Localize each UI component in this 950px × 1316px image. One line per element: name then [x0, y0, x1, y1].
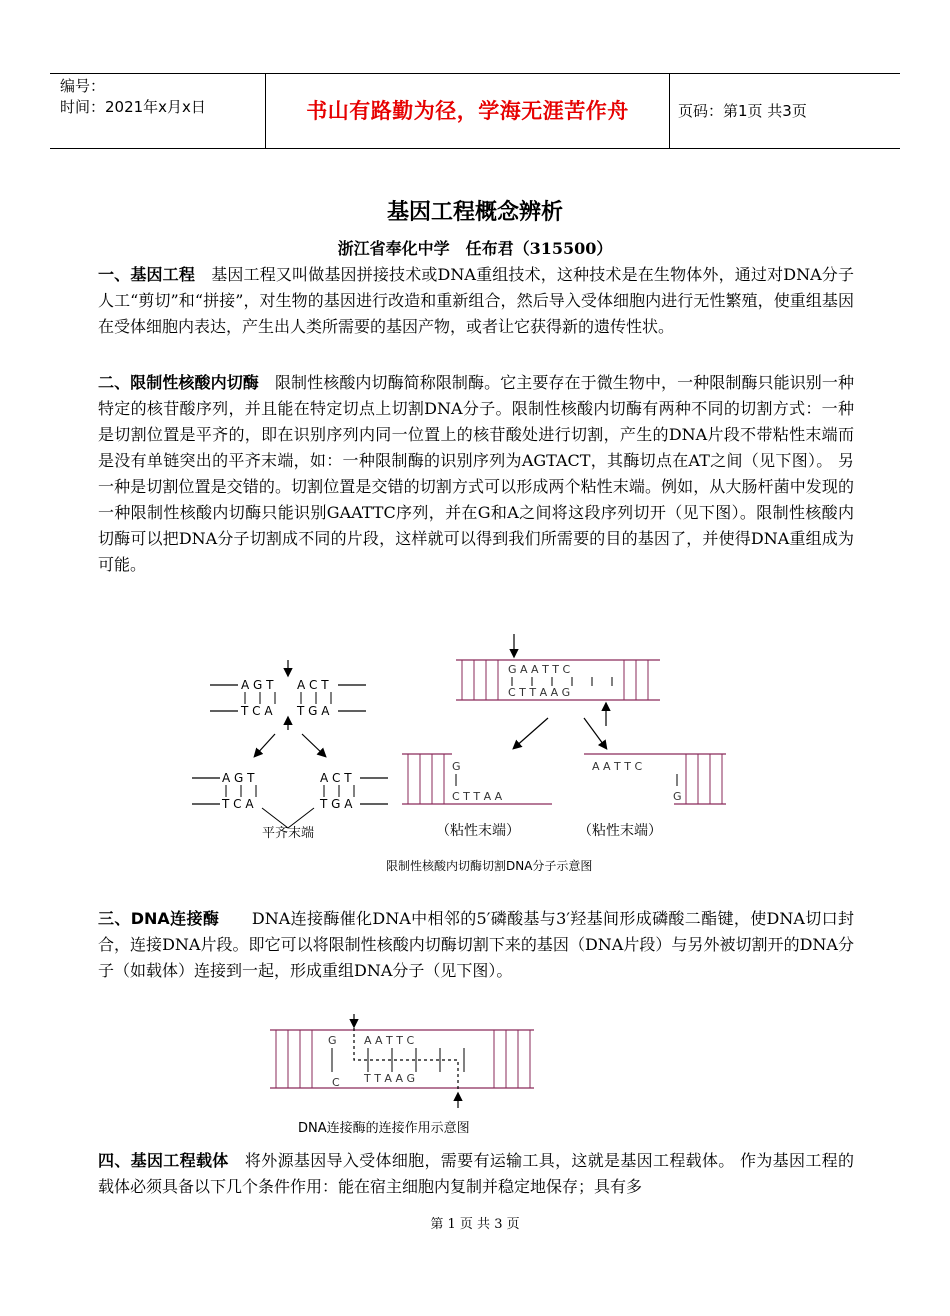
- header-divider: [669, 74, 670, 148]
- header-number: 编号：: [60, 77, 106, 95]
- right-piece-bottom: G: [673, 790, 682, 803]
- result-arrow: [514, 718, 548, 748]
- sticky-bottom-sequence: C T T A A G: [508, 686, 571, 699]
- product-bottom-left: T C A: [222, 797, 254, 811]
- page-footer: 第 1 页 共 3 页: [430, 1217, 520, 1232]
- sticky-end-label-right: （粘性末端）: [578, 823, 662, 839]
- section-heading: 三、DNA连接酶: [98, 909, 220, 928]
- ligase-bottom-left: C: [332, 1076, 340, 1089]
- header-meta: [60, 76, 265, 118]
- document-author: 浙江省奉化中学 任布君（315500）: [337, 239, 613, 258]
- section-heading: 四、基因工程载体: [98, 1151, 229, 1170]
- section-text: 基因工程又叫做基因拼接技术或DNA重组技术，这种技术是在生物体外，通过对DNA分子人工“剪切”和“拼接”，对生物的基因进行改造和重新组合，然后导入受体细胞内进行无性繁殖，使重组基因在受体细胞内表达，产生出人类所需要的基因产物，或者让它获得新的遗传性状。: [98, 265, 854, 336]
- figure1-caption: 限制性核酸内切酶切割DNA分子示意图: [386, 859, 593, 873]
- result-arrow: [302, 734, 325, 756]
- ligase-top-left: G: [328, 1034, 337, 1047]
- section-restriction-enzyme: [98, 370, 854, 578]
- sequence-top-left: A G T: [241, 678, 274, 692]
- left-piece-top: G: [452, 760, 461, 773]
- dna-ligase-diagram: [262, 1010, 552, 1140]
- figure2-caption: DNA连接酶的连接作用示意图: [298, 1121, 470, 1136]
- sequence-bottom-left: T C A: [241, 704, 273, 718]
- sticky-top-sequence: G A A T T C: [508, 663, 571, 676]
- product-bottom-right: T G A: [320, 797, 353, 811]
- sequence-bottom-right: T G A: [297, 704, 330, 718]
- section-heading: 一、基因工程: [98, 265, 196, 284]
- result-arrow: [255, 734, 275, 756]
- blunt-cut-molecule: [192, 660, 388, 841]
- blunt-end-label: 平齐末端: [262, 826, 315, 841]
- document-title: 基因工程概念辨析: [386, 200, 563, 225]
- section-dna-ligase: [98, 906, 854, 984]
- product-top-right: A C T: [320, 771, 352, 785]
- result-arrow: [584, 718, 606, 748]
- section-gene-vector: [98, 1148, 854, 1200]
- sticky-end-label-left: （粘性末端）: [436, 823, 520, 839]
- header-time: 时间：2021年x月x日: [60, 98, 206, 116]
- sequence-top-right: A C T: [297, 678, 329, 692]
- section-text: 将外源基因导入受体细胞，需要有运输工具，这就是基因工程载体。 作为基因工程的载体必须具备以下几个条件作用：能在宿主细胞内复制并稳定地保存；具有多: [98, 1151, 854, 1196]
- left-piece-bottom: C T T A A: [452, 790, 503, 803]
- header-motto: 书山有路勤为径，学海无涯苦作舟: [306, 99, 629, 123]
- page-header: [50, 73, 900, 149]
- restriction-cut-diagram: [180, 630, 760, 880]
- section-gene-engineering: [98, 262, 854, 340]
- product-top-left: A G T: [222, 771, 255, 785]
- ligase-bottom-sequence: T T A A G: [364, 1072, 415, 1085]
- header-page-number: 页码：第1页 共3页: [678, 102, 807, 120]
- section-text: DNA连接酶催化DNA中相邻的5′磷酸基与3′羟基间形成磷酸二酯键，使DNA切口封合，连接DNA片段。即它可以将限制性核酸内切酶切割下来的基因（DNA片段）与另外被切割开的DNA分子（如载体）连接到一起，形成重组DNA分子（见下图）。: [98, 909, 854, 980]
- section-heading: 二、限制性核酸内切酶: [98, 373, 259, 392]
- section-text: 限制性核酸内切酶简称限制酶。它主要存在于微生物中，一种限制酶只能识别一种特定的核苷酸序列，并且能在特定切点上切割DNA分子。限制性核酸内切酶有两种不同的切割方式：一种是切割位置是平齐的，即在识别序列内同一位置上的核苷酸处进行切割，产生的DNA片段不带粘性末端而是没有单链突出的平齐末端，如：一种限制酶的识别序列为AGTACT，其酶切点在AT之间（见下图）。 另一种是切割位置是交错的。切割位置是交错的切割方式可以形成两个粘性末端。例如，从大肠杆菌中发现的一种限制性核酸内切酶只能识别GAATTC序列，并在G和A之间将这段序列切开（见下图）。限制性核酸内切酶可以把DNA分子切割成不同的片段，这样就可以得到我们所需要的目的基因了，并使得DNA重组成为可能。: [98, 373, 854, 574]
- ligase-top-sequence: A A T T C: [364, 1034, 415, 1047]
- right-piece-top: A A T T C: [592, 760, 643, 773]
